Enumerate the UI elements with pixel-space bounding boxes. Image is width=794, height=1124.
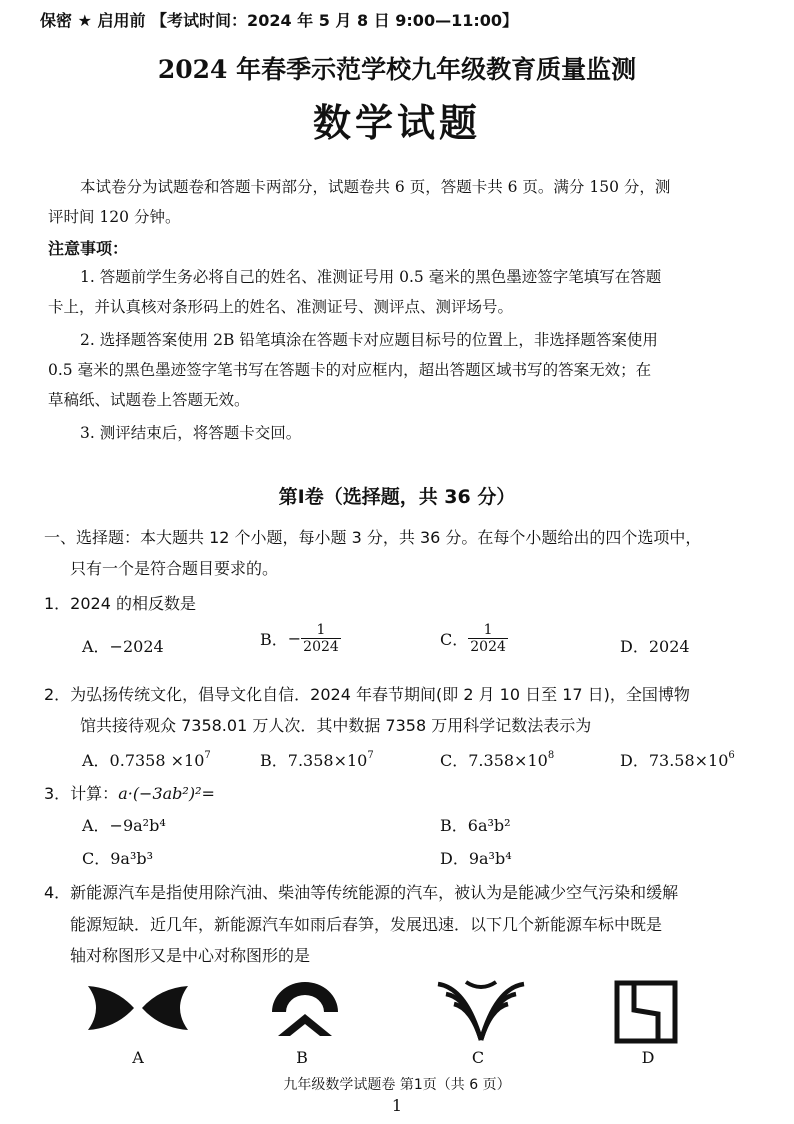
section-instruction-line-1: 一、选择题：本大题共 12 个小题，每小题 3 分，共 36 分。在每个小题给出的四个选项中， <box>44 528 702 547</box>
note-2-line-2: 0.5 毫米的黑色墨迹签字笔书写在答题卡的对应框内，超出答题区域书写的答案无效；在 <box>48 361 652 379</box>
q3-stem-prefix: 3．计算： <box>44 784 119 803</box>
page-footer: 九年级数学试题卷 第1页（共 6 页） <box>283 1077 511 1093</box>
q2-stem-line-2: 馆共接待观众 7358.01 万人次．其中数据 7358 万用科学记数法表示为 <box>80 716 592 735</box>
q2-option-c-text: C．7.358×10 <box>440 751 548 770</box>
q2-option-a-exponent: 7 <box>204 750 211 761</box>
q1-option-c <box>440 622 508 655</box>
notes-title: 注意事项： <box>48 239 129 258</box>
q1-option-b-denominator: 2024 <box>303 639 339 655</box>
exam-header: 保密 ★ 启用前 【考试时间：2024 年 5 月 8 日 9:00—11:00】 <box>40 11 519 30</box>
q1-option-c-label: C． <box>440 630 469 649</box>
q2-option-a-text: A．0.7358 ×10 <box>82 751 205 770</box>
note-1-line-2: 卡上，并认真核对条形码上的姓名、准测证号、测评点、测评场号。 <box>48 298 514 316</box>
section-instruction-line-2: 只有一个是符合题目要求的。 <box>70 559 279 578</box>
q2-option-c-exponent: 8 <box>547 750 555 761</box>
q1-option-c-numerator: 1 <box>483 622 493 638</box>
q2-option-d-text: D．73.58×10 <box>620 751 729 770</box>
logo-d-label: D <box>641 1048 655 1067</box>
q2-option-c <box>440 748 554 771</box>
q1-option-b-label: B． <box>260 630 288 649</box>
q1-stem: 1．2024 的相反数是 <box>44 594 196 613</box>
logo-a-label: A <box>132 1048 144 1067</box>
q4-stem-line-2: 能源短缺．近几年，新能源汽车如雨后春笋，发展迅速．以下几个新能源车标中既是 <box>70 915 663 934</box>
note-3: 3. 测评结束后，将答题卡交回。 <box>80 424 302 442</box>
q2-option-a <box>82 748 211 771</box>
note-2-line-1: 2. 选择题答案使用 2B 铅笔填涂在答题卡对应题目标号的位置上，非选择题答案使用 <box>80 331 658 349</box>
logo-a-icon <box>86 982 190 1034</box>
q1-option-a: A．−2024 <box>82 637 164 656</box>
exam-title: 2024 年春季示范学校九年级教育质量监测 <box>157 55 637 84</box>
q3-stem-expression: a·(−3ab²)²= <box>118 784 215 803</box>
exam-subject-title: 数学试题 <box>312 100 481 145</box>
q2-option-d-exponent: 6 <box>728 750 735 761</box>
q3-option-a: A．−9a²b⁴ <box>82 816 166 835</box>
q3-option-b: B．6a³b² <box>440 816 511 835</box>
logo-d-icon <box>614 980 678 1044</box>
logo-c-label: C <box>471 1048 485 1067</box>
note-1-line-1: 1. 答题前学生务必将自己的姓名、准测证号用 0.5 毫米的黑色墨迹签字笔填写在答题 <box>80 268 662 286</box>
intro-line-2: 评时间 120 分钟。 <box>48 208 181 226</box>
q2-option-b-text: B．7.358×10 <box>260 751 368 770</box>
q4-stem-line-3: 轴对称图形又是中心对称图形的是 <box>70 946 311 965</box>
q1-option-b <box>260 622 341 655</box>
q1-option-d: D．2024 <box>620 637 690 656</box>
logo-b-icon <box>268 978 342 1042</box>
q4-stem-line-1: 4．新能源汽车是指使用除汽油、柴油等传统能源的汽车，被认为是能减少空气污染和缓解 <box>44 883 679 902</box>
q3-stem <box>44 781 215 804</box>
q2-option-d <box>620 748 735 771</box>
q2-option-b-exponent: 7 <box>367 750 374 761</box>
note-2-line-3: 草稿纸、试题卷上答题无效。 <box>48 391 250 409</box>
section-title: 第Ⅰ卷（选择题，共 36 分） <box>278 486 516 508</box>
q3-option-d: D．9a³b⁴ <box>440 849 512 868</box>
logo-c-icon <box>436 978 526 1044</box>
q2-option-b <box>260 748 374 771</box>
q1-option-c-denominator: 2024 <box>470 639 506 655</box>
q3-option-c: C．9a³b³ <box>82 849 154 868</box>
q1-option-b-numerator: 1 <box>316 622 326 638</box>
q1-option-c-fraction <box>468 622 508 655</box>
q1-option-b-sign: − <box>287 629 302 648</box>
q2-stem-line-1: 2．为弘扬传统文化，倡导文化自信．2024 年春节期间(即 2 月 10 日至 17 日)，全国博物 <box>44 685 690 704</box>
intro-line-1: 本试卷分为试题卷和答题卡两部分，试题卷共 6 页，答题卡共 6 页。满分 150 分，测 <box>80 178 671 196</box>
logo-b-label: B <box>296 1048 308 1067</box>
q1-option-b-fraction <box>301 622 341 655</box>
page-number: 1 <box>391 1096 403 1115</box>
